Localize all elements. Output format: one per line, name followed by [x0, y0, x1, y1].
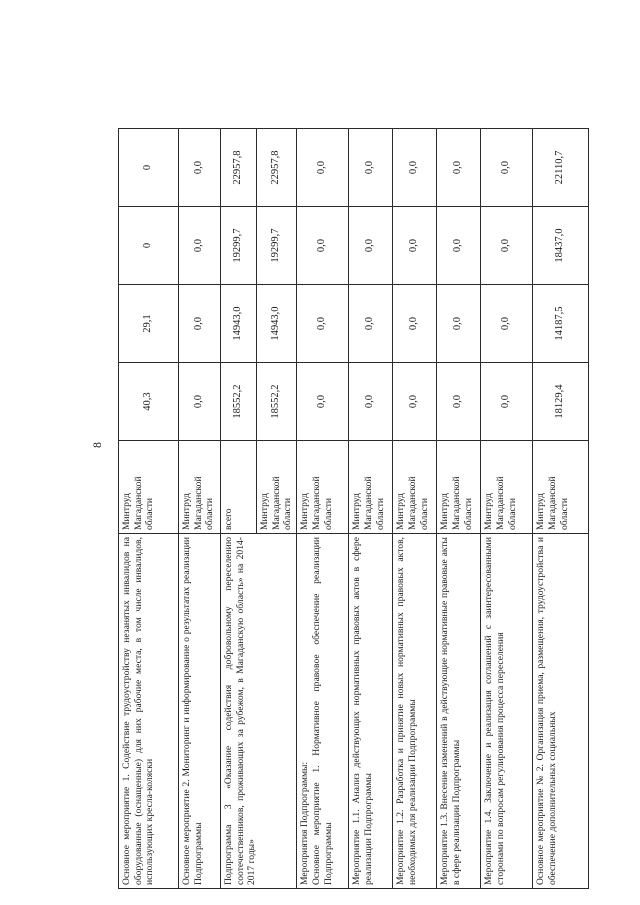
value-cell: 0,0 — [349, 207, 393, 285]
page-number: 8 — [90, 442, 104, 448]
value-cell: 0,0 — [179, 363, 221, 441]
value-cell: 0,0 — [349, 285, 393, 363]
table-row — [393, 129, 437, 889]
value-cell: 0,0 — [349, 129, 393, 207]
activity-description: Мероприятие 1.3. Внесение изменений в действующие нормативные правовые акты в сфере реализации Подпрограммы — [437, 534, 481, 889]
rotated-table-container — [118, 129, 588, 889]
value-cell: 14187,5 — [533, 285, 589, 363]
value-cell: 40,3 — [119, 363, 179, 441]
table-row — [221, 129, 257, 889]
activity-description — [297, 534, 349, 889]
value-cell: 0,0 — [393, 285, 437, 363]
activity-description: Основное мероприятие 2. Мониторинг и информирование о результатах реализации Подпрограммы — [179, 534, 221, 889]
value-cell: 0,0 — [297, 363, 349, 441]
value-cell: 18437,0 — [533, 207, 589, 285]
value-cell: 0,0 — [481, 129, 533, 207]
executor-cell: всего — [221, 441, 257, 534]
value-cell: 29,1 — [119, 285, 179, 363]
value-cell: 0,0 — [437, 363, 481, 441]
value-cell: 18129,4 — [533, 363, 589, 441]
value-cell: 14943,0 — [221, 285, 257, 363]
executor-cell: Минтруд Магаданской области — [257, 441, 297, 534]
value-cell: 0 — [119, 129, 179, 207]
value-cell: 0,0 — [437, 285, 481, 363]
executor-cell: Минтруд Магаданской области — [119, 441, 179, 534]
executor-cell: Минтруд Магаданской области — [481, 441, 533, 534]
section-header: Мероприятия Подпрограммы: — [299, 761, 311, 885]
table-row — [533, 129, 589, 889]
executor-cell: Минтруд Магаданской области — [393, 441, 437, 534]
value-cell: 0,0 — [481, 285, 533, 363]
value-cell: 0,0 — [481, 363, 533, 441]
table-row — [349, 129, 393, 889]
value-cell: 0,0 — [393, 207, 437, 285]
value-cell: 22957,8 — [257, 129, 297, 207]
value-cell: 19299,7 — [257, 207, 297, 285]
value-cell: 22110,7 — [533, 129, 589, 207]
activity-description: Основное мероприятие № 2. Организация приема, размещения, трудоустройства и обеспечение дополнительных социальных — [533, 534, 589, 889]
table-row — [437, 129, 481, 889]
table-row — [119, 129, 179, 889]
table-row — [481, 129, 533, 889]
table-row — [297, 129, 349, 889]
executor-cell: Минтруд Магаданской области — [349, 441, 393, 534]
value-cell: 14943,0 — [257, 285, 297, 363]
value-cell: 0,0 — [437, 207, 481, 285]
table-row — [179, 129, 221, 889]
executor-cell: Минтруд Магаданской области — [533, 441, 589, 534]
value-cell: 0,0 — [297, 207, 349, 285]
value-cell: 19299,7 — [221, 207, 257, 285]
value-cell: 22957,8 — [221, 129, 257, 207]
value-cell: 0,0 — [297, 285, 349, 363]
activity-description: Мероприятие 1.2. Разработка и принятие новых нормативных правовых актов, необходимых для реализации Подпрограммы — [393, 534, 437, 889]
value-cell: 18552,2 — [221, 363, 257, 441]
value-cell: 0,0 — [393, 363, 437, 441]
executor-cell: Минтруд Магаданской области — [179, 441, 221, 534]
value-cell: 0,0 — [179, 129, 221, 207]
value-cell: 18552,2 — [257, 363, 297, 441]
activity-description: Мероприятие 1.1. Анализ действующих нормативных правовых актов в сфере реализации Подпрограммы — [349, 534, 393, 889]
value-cell: 0,0 — [393, 129, 437, 207]
value-cell: 0,0 — [349, 363, 393, 441]
value-cell: 0,0 — [179, 285, 221, 363]
activity-description: Основное мероприятие 1. Содействие трудоустройству незанятых инвалидов на оборудованные (оснащенные) для них рабочие места, в том числе инвалидов, использующих кресла-коляски — [119, 534, 179, 889]
subprogram-description: Подпрограмма 3 «Оказание содействия добровольному переселению соотечественников, проживающих за рубежом, в Магаданскую область» на 2014-2017 годы» — [221, 534, 297, 889]
executor-cell: Минтруд Магаданской области — [437, 441, 481, 534]
value-cell: 0,0 — [437, 129, 481, 207]
value-cell: 0 — [119, 207, 179, 285]
activity-text: Основное мероприятие 1. Нормативное правовое обеспечение реализации Подпрограммы — [310, 537, 334, 885]
program-activities-table — [118, 128, 589, 889]
value-cell: 0,0 — [297, 129, 349, 207]
value-cell: 0,0 — [481, 207, 533, 285]
activity-description: Мероприятие 1.4. Заключение и реализация соглашений с заинтересованными сторонами по вопросам регулирования процесса переселения — [481, 534, 533, 889]
executor-cell: Минтруд Магаданской области — [297, 441, 349, 534]
value-cell: 0,0 — [179, 207, 221, 285]
